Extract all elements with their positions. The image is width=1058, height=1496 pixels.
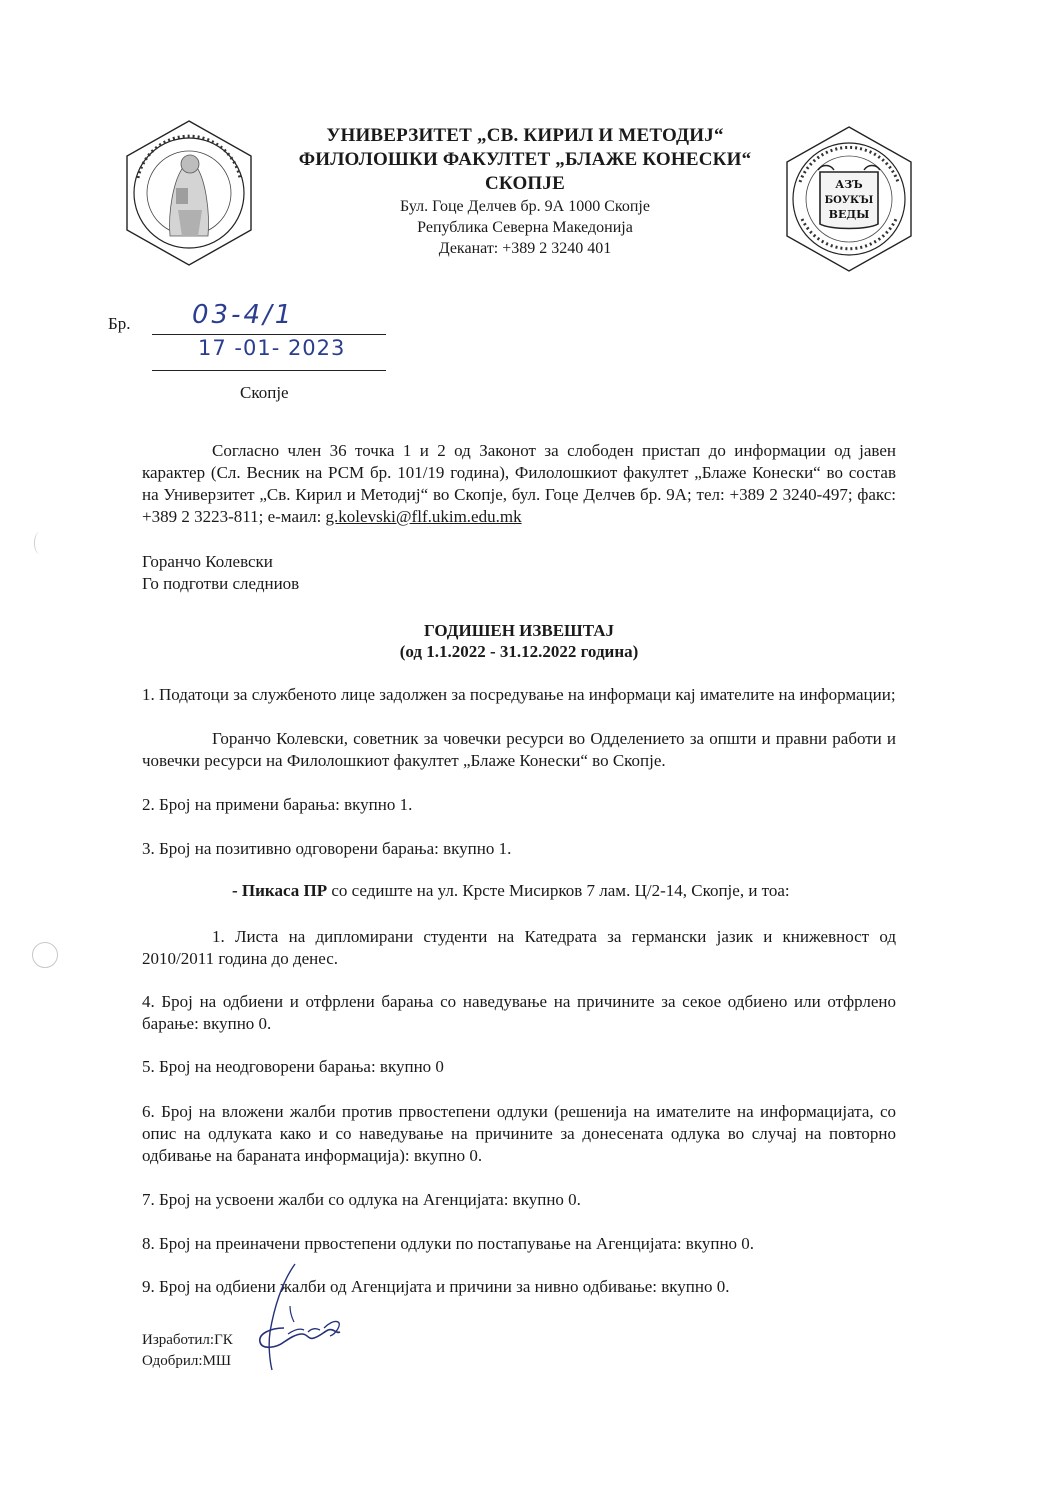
preparer-line: Го подготви следниов <box>142 574 300 593</box>
city-name: СКОПЈЕ <box>485 173 565 194</box>
faculty-name: ФИЛОЛОШКИ ФАКУЛТЕТ „БЛАЖЕ КОНЕСКИ“ <box>298 149 752 170</box>
item-9: 9. Број на одбиени жалби од Агенцијата и причини за нивно одбивање: вкупно 0. <box>142 1277 730 1296</box>
item-4: 4. Број на одбиени и отфрлени барања со наведување на причините за секое одбиено или отфрлено барање: вкупно 0. <box>142 992 896 1033</box>
item-1: 1. Податоци за службеното лице задолжен за посредување на информаци кај имателите на информации; <box>142 685 896 704</box>
reference-number-line <box>152 334 386 335</box>
reference-date-line <box>152 370 386 371</box>
university-name: УНИВЕРЗИТЕТ „СВ. КИРИЛ И МЕТОДИЈ“ <box>326 125 724 146</box>
email-link[interactable]: g.kolevski@flf.ukim.edu.mk <box>325 507 522 526</box>
report-period: (од 1.1.2022 - 31.12.2022 година) <box>399 642 639 661</box>
faculty-seal-logo <box>778 124 920 274</box>
intro-paragraph <box>142 440 896 528</box>
reference-number: 03-4/1 <box>192 300 295 330</box>
item-6: 6. Број на вложени жалби против првостепени одлуки (решенија на имателите на информацијата, со опис на одлуката како и со наведување на причините за донесената одлука во случај на повторно одбивање на бараната информација): вкупно 0. <box>142 1102 896 1165</box>
prepared-by: Изработил:ГК <box>142 1332 233 1348</box>
address: Бул. Гоце Делчев бр. 9А 1000 Скопје <box>400 198 650 215</box>
item-5: 5. Број на неодговорени барања: вкупно 0 <box>142 1057 444 1076</box>
request-subitem-1: 1. Листа на дипломирани студенти на Катедрата за германски јазик и книжевност од 2010/2011 година до денес. <box>142 927 896 968</box>
svg-text:ВЕДЫ: ВЕДЫ <box>828 208 870 221</box>
university-seal-logo <box>118 118 260 268</box>
approved-by: Одобрил:МШ <box>142 1353 232 1369</box>
reference-date-stamp: 17 -01- 2023 <box>198 336 346 360</box>
intro-text: Согласно член 36 точка 1 и 2 од Законот за слободен пристап до информации од јавен карактер (Сл. Весник на РСМ бр. 101/19 година), Филолошкиот факултет „Блаже Конески“ во состав на Универзитет „Св. Кирил и Методиј“ во Скопје, бул. Гоце Делчев бр. 9А; тел: +389 2 3240-497; факс: +389 2 3223-811; е-маил: <box>142 441 896 526</box>
country: Република Северна Македонија <box>417 219 633 236</box>
item-7: 7. Број на усвоени жалби со одлука на Агенцијата: вкупно 0. <box>142 1190 581 1209</box>
preparer-name: Горанчо Колевски <box>142 552 273 571</box>
svg-text:АЗЪ: АЗЪ <box>835 178 863 191</box>
item-2: 2. Број на примени барања: вкупно 1. <box>142 795 413 814</box>
reference-place: Скопје <box>240 383 289 402</box>
requester-name: - Пикаса ПР <box>232 881 328 900</box>
dean-phone: Деканат: +389 2 3240 401 <box>438 240 612 257</box>
item-8: 8. Број на преиначени првостепени одлуки по постапување на Агенцијата: вкупно 0. <box>142 1234 755 1253</box>
item-3: 3. Број на позитивно одговорени барања: вкупно 1. <box>142 839 512 858</box>
report-title: ГОДИШЕН ИЗВЕШТАЈ <box>424 621 614 640</box>
signature <box>250 1262 350 1372</box>
reference-label: Бр. <box>108 314 131 333</box>
item-1-detail: Горанчо Колевски, советник за човечки ресурси во Одделението за општи и правни работи и човечки ресурси на Филолошкиот факултет „Блаже Конески“ во Скопје. <box>142 729 896 770</box>
requester-details: со седиште на ул. Крсте Мисирков 7 лам. Ц/2-14, Скопје, и тоа: <box>327 881 790 900</box>
requester-line <box>232 880 896 902</box>
scan-speck <box>32 942 58 968</box>
svg-text:БОУКЪI: БОУКЪI <box>824 195 874 206</box>
letterhead <box>270 124 780 259</box>
scan-speck <box>34 532 45 554</box>
